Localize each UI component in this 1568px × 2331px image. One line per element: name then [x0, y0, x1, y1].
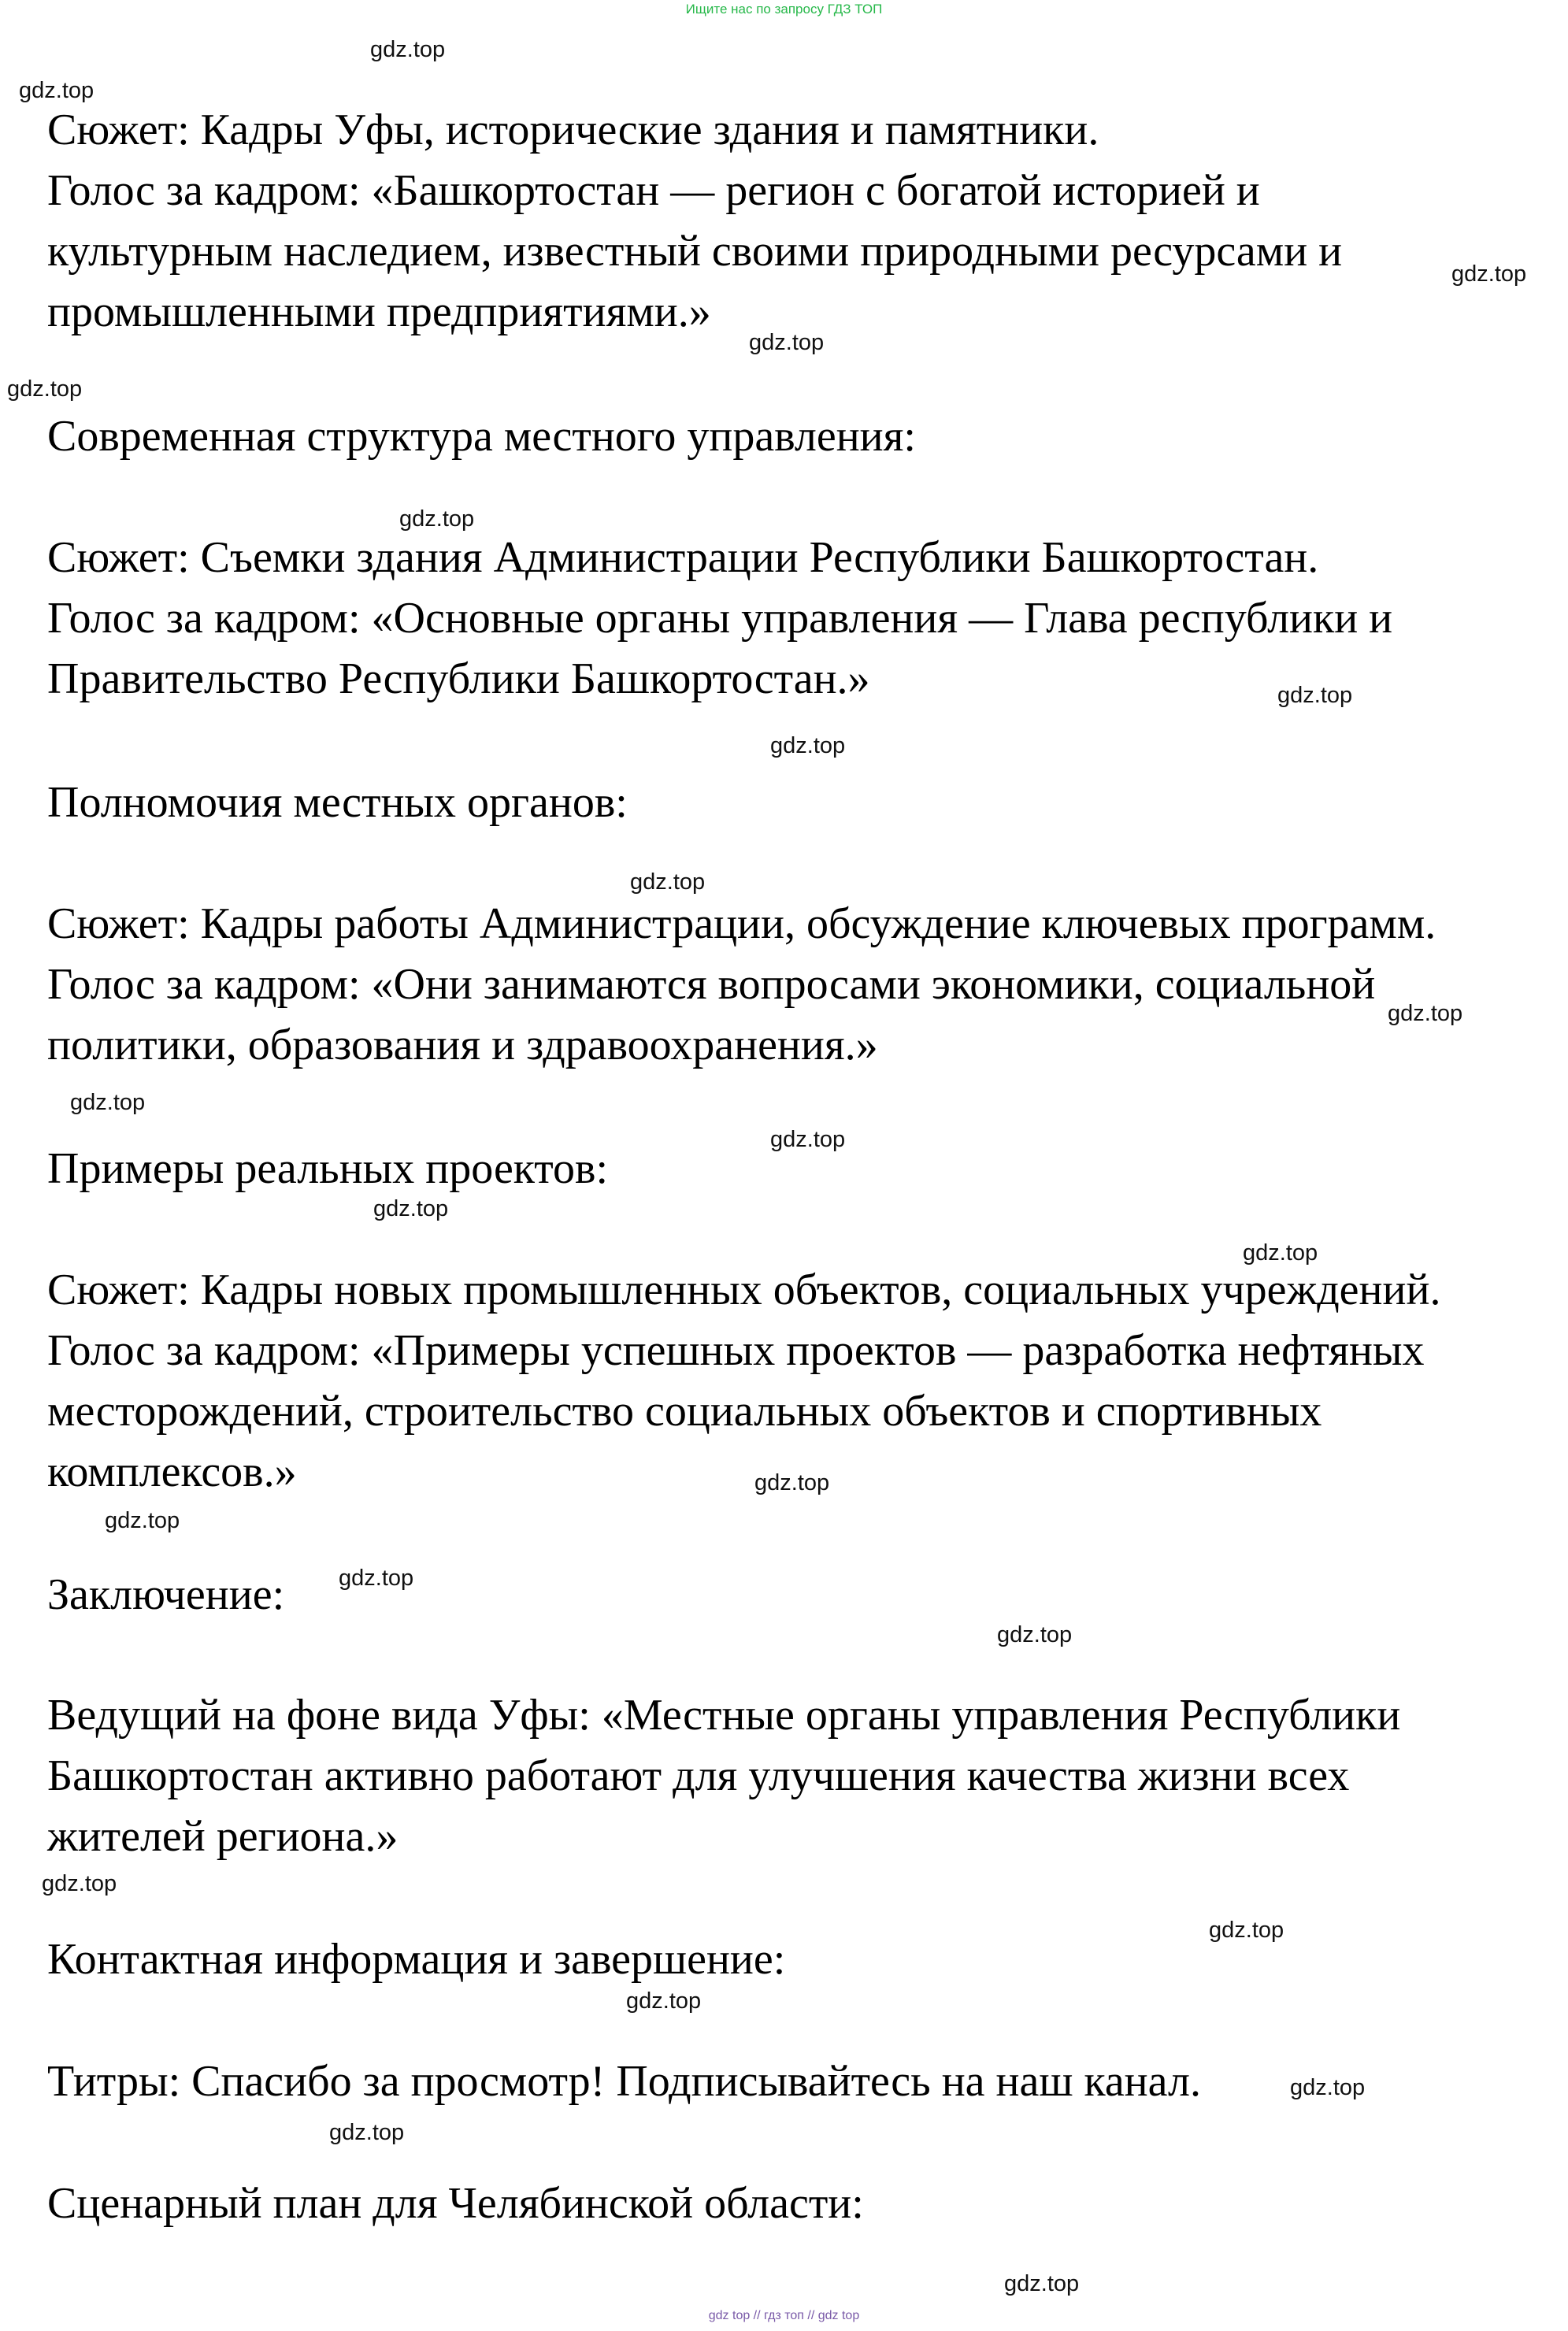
heading-local-government-structure [47, 406, 1544, 467]
text-line: Заключение: [47, 1570, 285, 1619]
heading-local-authorities-powers [47, 773, 1544, 833]
text-line: Сценарный план для Челябинской области: [47, 2179, 864, 2228]
watermark: gdz.top [19, 78, 95, 103]
paragraph-administration-work [47, 894, 1544, 1076]
paragraph-plot-ufa [47, 100, 1544, 343]
watermark: gdz.top [997, 1622, 1073, 1647]
watermark: gdz.top [749, 330, 825, 355]
watermark: gdz.top [1004, 2271, 1080, 2296]
watermark: gdz.top [370, 37, 446, 62]
watermark: gdz.top [42, 1871, 117, 1896]
watermark: gdz.top [339, 1566, 414, 1591]
watermark: gdz.top [1290, 2075, 1366, 2100]
watermark: gdz.top [770, 1127, 846, 1152]
watermark: gdz.top [630, 869, 706, 895]
text-line: Башкортостан активно работают для улучшения качества жизни всех [47, 1751, 1350, 1800]
watermark: gdz.top [626, 1988, 702, 2014]
watermark: gdz.top [1451, 261, 1527, 287]
watermark: gdz.top [1388, 1001, 1463, 1026]
text-line: Голос за кадром: «Основные органы управления — Глава республики и [47, 594, 1393, 643]
watermark: gdz.top [1243, 1240, 1318, 1266]
paragraph-host-conclusion [47, 1685, 1544, 1867]
text-line: Сюжет: Съемки здания Администрации Республики Башкортостан. [47, 533, 1319, 582]
text-line: Сюжет: Кадры новых промышленных объектов, социальных учреждений. [47, 1266, 1441, 1314]
paragraph-industrial-objects [47, 1260, 1544, 1503]
text-line: Сюжет: Кадры Уфы, исторические здания и памятники. [47, 106, 1099, 154]
watermark: gdz.top [373, 1196, 449, 1221]
watermark: gdz.top [1277, 683, 1353, 708]
text-line: Ведущий на фоне вида Уфы: «Местные органы управления Республики [47, 1691, 1401, 1740]
text-line: Голос за кадром: «Они занимаются вопросами экономики, социальной [47, 960, 1376, 1009]
watermark: gdz.top [399, 506, 475, 532]
bottom-banner: gdz top // гдз топ // gdz top [708, 2309, 860, 2322]
text-line: Современная структура местного управления: [47, 412, 916, 461]
text-line: Голос за кадром: «Примеры успешных проектов — разработка нефтяных [47, 1326, 1425, 1375]
text-line: культурным наследием, известный своими природными ресурсами и [47, 227, 1343, 276]
watermark: gdz.top [1209, 1918, 1284, 1943]
text-line: жителей региона.» [47, 1812, 398, 1861]
text-line: Голос за кадром: «Башкортостан — регион с богатой историей и [47, 166, 1260, 215]
watermark: gdz.top [105, 1508, 180, 1533]
text-line: Примеры реальных проектов: [47, 1144, 609, 1193]
heading-contact-information [47, 1929, 1544, 1990]
watermark: gdz.top [7, 376, 83, 402]
watermark: gdz.top [754, 1470, 830, 1495]
text-line: Правительство Республики Башкортостан.» [47, 654, 870, 703]
text-line: Полномочия местных органов: [47, 778, 628, 827]
top-banner: Ищите нас по запросу ГДЗ ТОП [685, 2, 883, 17]
text-line: Сюжет: Кадры работы Администрации, обсуждение ключевых программ. [47, 899, 1436, 948]
watermark: gdz.top [70, 1090, 146, 1115]
watermark: gdz.top [770, 733, 846, 758]
watermark: gdz.top [329, 2120, 405, 2145]
text-line: месторождений, строительство социальных объектов и спортивных [47, 1387, 1322, 1436]
text-line: Контактная информация и завершение: [47, 1935, 786, 1984]
text-line: Титры: Спасибо за просмотр! Подписывайтесь на наш канал. [47, 2057, 1201, 2106]
text-line: промышленными предприятиями.» [47, 287, 711, 336]
heading-chelyabinsk-plan [47, 2174, 1544, 2234]
text-line: комплексов.» [47, 1447, 297, 1496]
heading-conclusion [47, 1565, 1544, 1625]
text-line: политики, образования и здравоохранения.» [47, 1021, 878, 1069]
